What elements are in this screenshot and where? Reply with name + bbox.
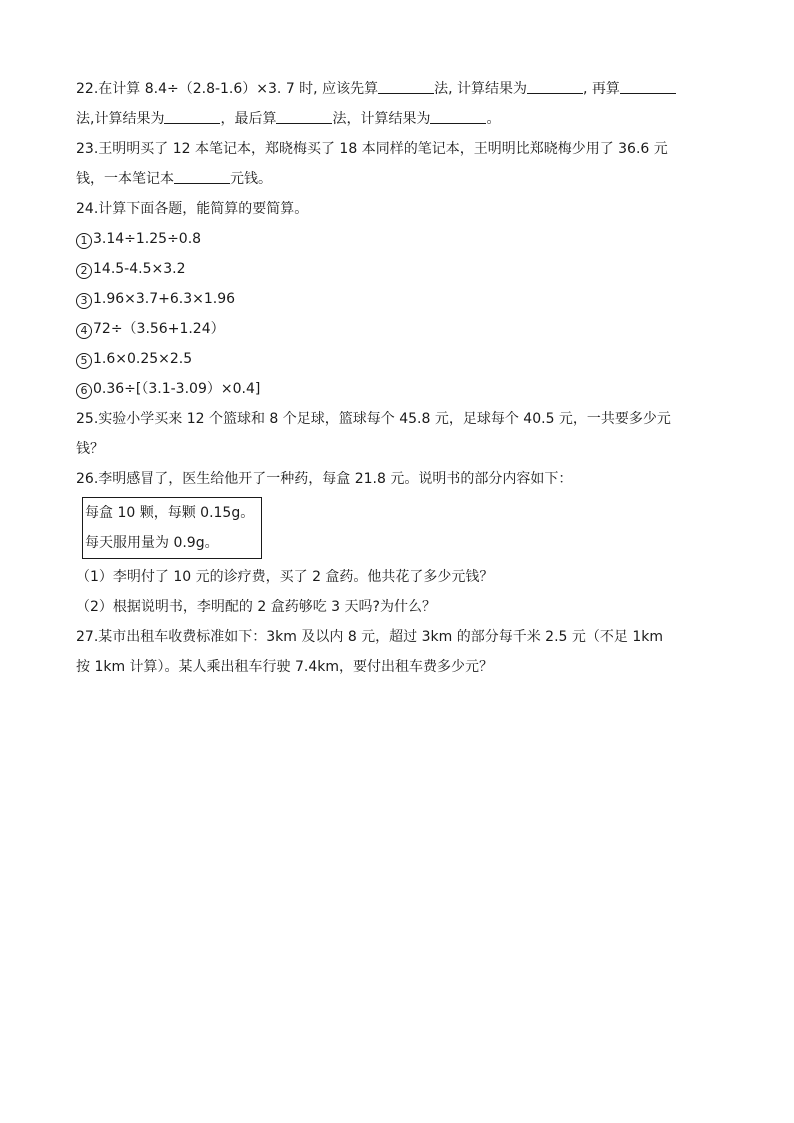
question-26-sub-1: （1）李明付了 10 元的诊疗费，买了 2 盒药。他共花了多少元钱？ xyxy=(76,569,494,585)
q22-part-4: ，最后算 xyxy=(220,111,277,127)
circled-number-5: 5 xyxy=(76,353,92,369)
answer-blank-3[interactable] xyxy=(620,79,676,94)
q24-item-3 xyxy=(76,284,721,314)
question-26-sub-2: （2）根据说明书，李明配的 2 盒药够吃 3 天吗?为什么？ xyxy=(76,599,436,615)
answer-blank-2[interactable] xyxy=(527,79,583,94)
q24-item-5 xyxy=(76,344,721,374)
q23-suffix: 元钱。 xyxy=(230,171,272,187)
circled-number-1: 1 xyxy=(76,233,92,249)
q22-part-2: , 再算 xyxy=(583,81,620,97)
q22-part-5: 法，计算结果为 xyxy=(332,111,431,127)
instruction-line-1: 每盒 10 颗，每颗 0.15g。 xyxy=(85,505,255,521)
circled-number-4: 4 xyxy=(76,323,92,339)
q24-item-1 xyxy=(76,224,721,254)
answer-blank-4[interactable] xyxy=(164,109,220,124)
question-26-line-1: 26.李明感冒了，医生给他开了一种药，每盒 21.8 元。说明书的部分内容如下： xyxy=(76,471,573,487)
q24-expr-3: 1.96×3.7+6.3×1.96 xyxy=(93,291,236,307)
question-23-line-1: 23.王明明买了 12 本笔记本，郑晓梅买了 18 本同样的笔记本，王明明比郑晓梅少用了 36.6 元 xyxy=(76,141,668,157)
q22-part-1: 法, 计算结果为 xyxy=(434,81,527,97)
instruction-line-2: 每天服用量为 0.9g。 xyxy=(85,535,219,551)
q24-item-4 xyxy=(76,314,721,344)
question-23-line-2 xyxy=(76,164,721,194)
q24-expr-2: 14.5-4.5×3.2 xyxy=(93,261,186,277)
circled-number-2: 2 xyxy=(76,263,92,279)
answer-blank-5[interactable] xyxy=(276,109,332,124)
question-27-line-1: 27.某市出租车收费标准如下：3km 及以内 8 元，超过 3km 的部分每千米 2.5 元（不足 1km xyxy=(76,629,663,645)
q24-expr-6: 0.36÷[（3.1-3.09）×0.4] xyxy=(93,381,261,397)
q22-part-6: 。 xyxy=(486,111,501,127)
q24-expr-4: 72÷（3.56+1.24） xyxy=(93,321,225,337)
question-25-line-2: 钱？ xyxy=(76,441,104,457)
circled-number-6: 6 xyxy=(76,383,92,399)
q24-expr-1: 3.14÷1.25÷0.8 xyxy=(93,231,202,247)
question-25-line-1: 25.实验小学买来 12 个篮球和 8 个足球，篮球每个 45.8 元，足球每个 40.5 元，一共要多少元 xyxy=(76,411,671,427)
q22-part-3: 法,计算结果为 xyxy=(76,111,165,127)
q22-prefix: 22.在计算 8.4÷（2.8-1.6）×3. 7 时, 应该先算 xyxy=(76,81,379,97)
q24-item-6 xyxy=(76,374,721,404)
q23-prefix: 钱，一本笔记本 xyxy=(76,171,174,187)
answer-blank-7[interactable] xyxy=(174,169,230,184)
circled-number-3: 3 xyxy=(76,293,92,309)
question-27-line-2: 按 1km 计算）。某人乘出租车行驶 7.4km，要付出租车费多少元？ xyxy=(76,659,494,675)
q24-expr-5: 1.6×0.25×2.5 xyxy=(93,351,193,367)
question-24-title: 24.计算下面各题，能简算的要简算。 xyxy=(76,201,309,217)
question-list xyxy=(76,74,721,682)
answer-blank-1[interactable] xyxy=(378,79,434,94)
answer-blank-6[interactable] xyxy=(430,109,486,124)
question-22-line-2 xyxy=(76,104,721,134)
q24-item-2 xyxy=(76,254,721,284)
question-22-line-1 xyxy=(76,74,721,104)
instruction-box xyxy=(82,497,262,559)
